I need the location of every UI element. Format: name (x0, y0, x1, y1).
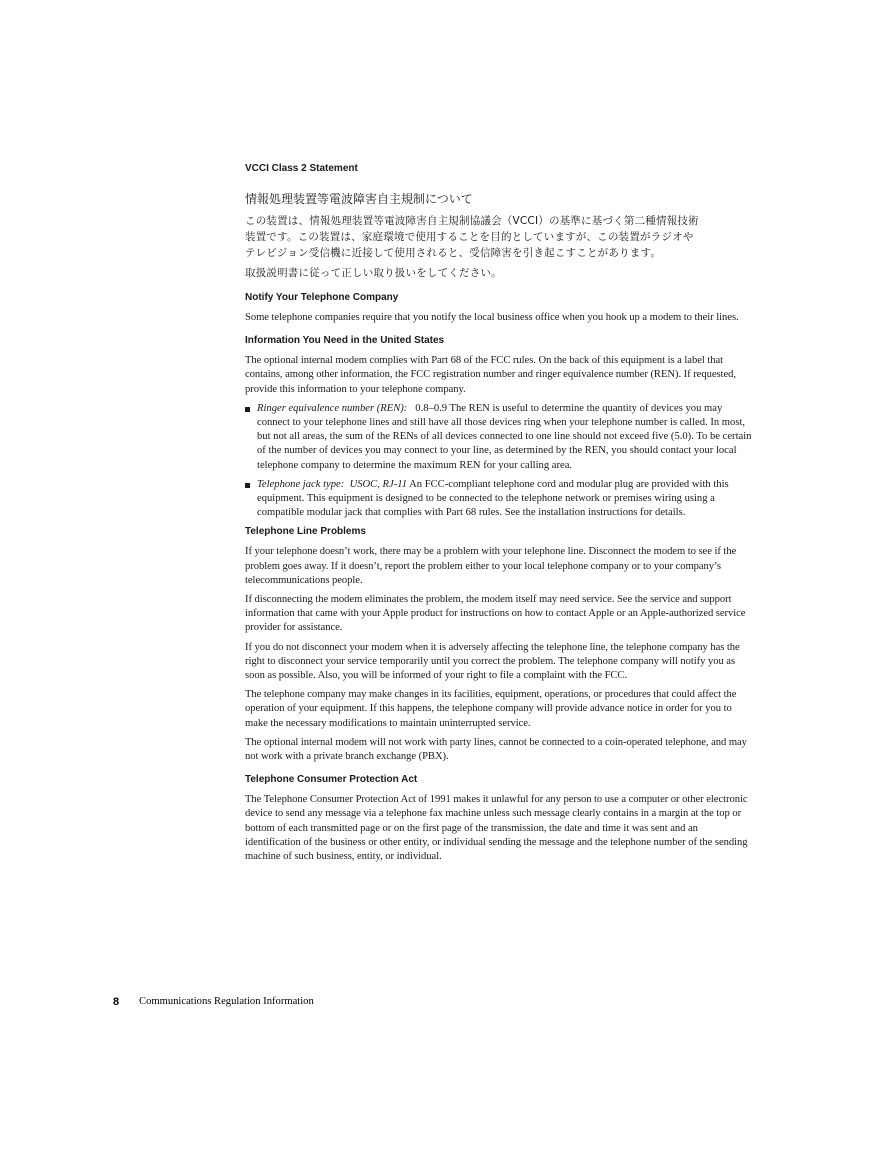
japanese-line-1: この装置は、情報処理装置等電波障害自主規制協議会（VCCI）の基準に基づく第二種情報技術 (245, 215, 699, 227)
info-bullet-list (245, 402, 755, 521)
ren-text: The REN is useful to determine the quantity of devices you may connect to your telephone lines and still have all those devices ring when your telephone number is called. In most, but not all areas, the sum of the RENs of all devices connected to one line should not exceed five (5.0). To be certain of the number of devices you may connect to your line, as determined by the REN, you should contact your local telephone company to determine the maximum REN for your calling area. (257, 402, 752, 471)
japanese-paragraph-1 (245, 213, 755, 261)
heading-vcci: VCCI Class 2 Statement (245, 163, 358, 174)
jack-text: An FCC-compliant telephone cord and modular plug are provided with this equipment. This equipment is designed to be connected to the telephone network or premises wiring using a compatible modular jack that complies with Part 68 rules. See the installation instructions for details. (257, 478, 729, 519)
jack-value: USOC, RJ-11 (349, 478, 408, 490)
japanese-title: 情報処理装置等電波障害自主規制について (245, 192, 473, 206)
problems-paragraph-5: The optional internal modem will not work with party lines, cannot be connected to a coin-operated telephone, and may not work with a private branch exchange (PBX). (245, 736, 747, 763)
problems-paragraph-4: The telephone company may make changes in its facilities, equipment, operations, or procedures that could affect the operation of your equipment. If this happens, the telephone company will provide advance notice in order for you to make the necessary modifications to maintain uninterrupted service. (245, 689, 737, 729)
heading-info: Information You Need in the United States (245, 335, 445, 347)
page-content (245, 162, 755, 869)
page-number: 8 (113, 996, 120, 1008)
japanese-line-2: 装置です。この装置は、家庭環境で使用することを目的としていますが、この装置がラジオや (245, 231, 694, 243)
problems-paragraph-1: If your telephone doesn’t work, there may be a problem with your telephone line. Disconnect the modem to see if the problem goes away. If it doesn’t, report the problem either to your local telephone company or to your company’s telecommunications people. (245, 546, 737, 586)
problems-paragraph-3: If you do not disconnect your modem when it is adversely affecting the telephone line, the telephone company has the right to disconnect your service temporarily until you correct the problem. The telephone company will notify you as soon as possible. Also, you will be informed of your right to file a complaint with the FCC. (245, 641, 740, 682)
bullet-square-icon (245, 483, 250, 488)
tcpa-paragraph: The Telephone Consumer Protection Act of 1991 makes it unlawful for any person to use a computer or other electronic device to send any message via a telephone fax machine unless such message clearly contains in a margin at the top or bottom of each transmitted page or on the first page of the transmission, the date and time it was sent and an identification of the business or other entity, or individual sending the message and the telephone number of the sending machine of such business, entity, or individual. (245, 794, 748, 863)
heading-notify: Notify Your Telephone Company (245, 292, 399, 303)
jack-label: Telephone jack type: (257, 478, 345, 490)
list-item (245, 402, 755, 473)
heading-tcpa: Telephone Consumer Protection Act (245, 774, 418, 786)
heading-problems: Telephone Line Problems (245, 526, 366, 538)
notify-paragraph: Some telephone companies require that you notify the local business office when you hook up a modem to their lines. (245, 312, 739, 323)
ren-label: Ringer equivalence number (REN): (257, 402, 408, 414)
problems-paragraph-2: If disconnecting the modem eliminates the problem, the modem itself may need service. See the service and support information that came with your Apple product for instructions on how to contact Apple or an Apple-authorized service provider for assistance. (245, 594, 746, 634)
footer-title: Communications Regulation Information (139, 996, 314, 1007)
ren-value: 0.8–0.9 (415, 402, 448, 414)
list-item (245, 478, 755, 521)
japanese-paragraph-2: 取扱説明書に従って正しい取り扱いをしてください。 (245, 267, 502, 279)
bullet-square-icon (245, 407, 250, 412)
info-paragraph: The optional internal modem complies with Part 68 of the FCC rules. On the back of this equipment is a label that contains, among other information, the FCC registration number and ringer equivalence number (REN). If requested, provide this information to your telephone company. (245, 355, 736, 395)
japanese-line-3: テレビジョン受信機に近接して使用されると、受信障害を引き起こすことがあります。 (245, 247, 662, 259)
